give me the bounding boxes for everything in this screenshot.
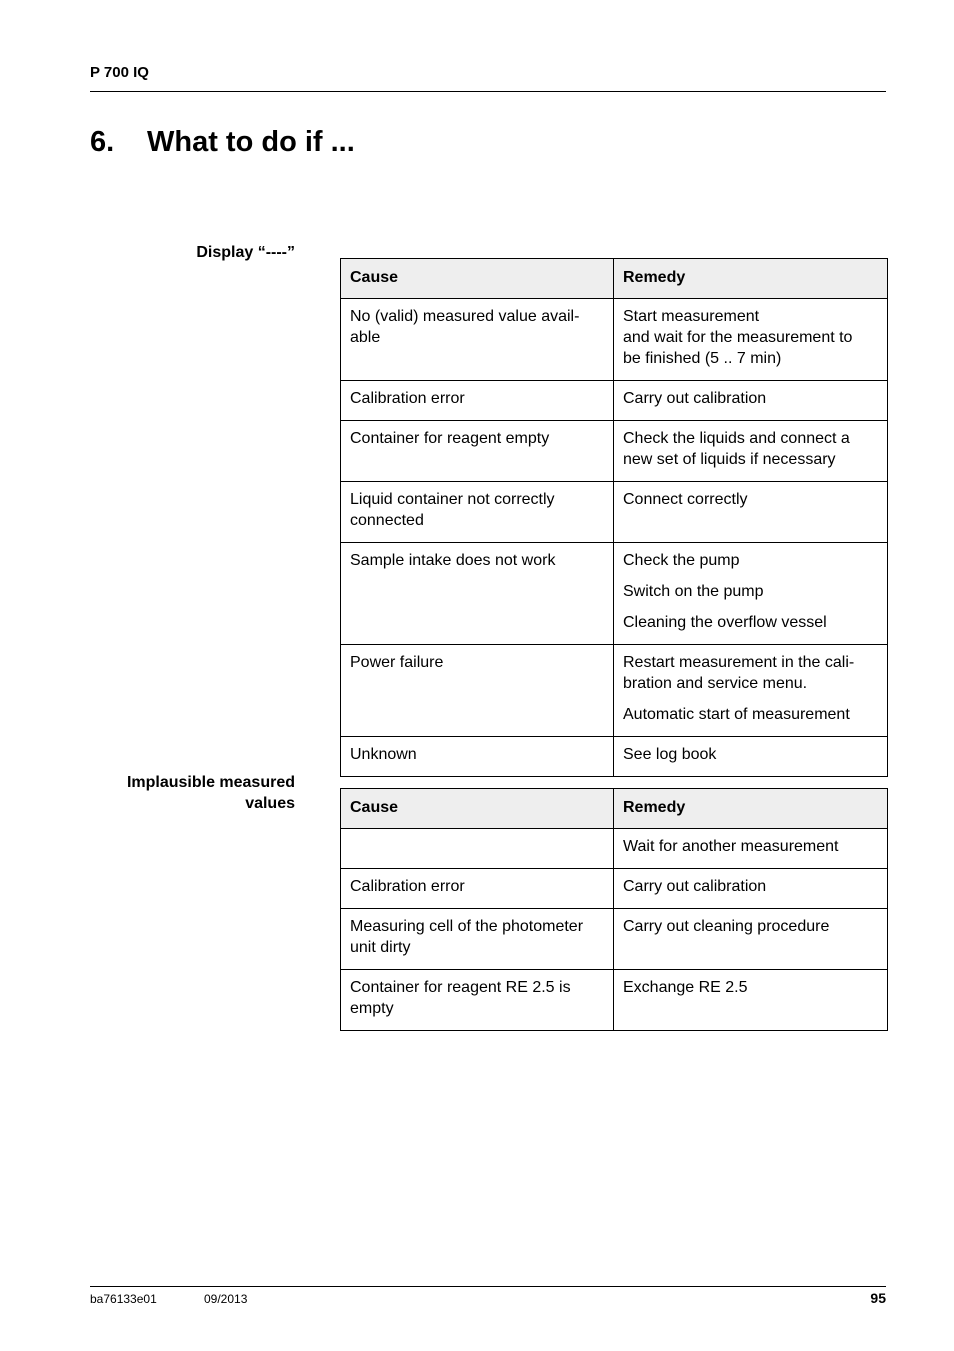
column-header-cause: Cause: [341, 789, 614, 829]
remedy-text: Restart measurement in the cali-: [623, 654, 855, 671]
remedy-cell: [614, 421, 888, 482]
cause-cell: [341, 737, 614, 777]
chapter-number: 6.: [90, 126, 115, 158]
cause-text: Measuring cell of the photometer: [350, 918, 584, 935]
remedy-text: Switch on the pump: [623, 583, 764, 600]
section-label-implausible: [60, 772, 295, 814]
table-row: [341, 645, 888, 737]
remedy-text: and wait for the measurement to: [623, 329, 853, 346]
remedy-cell: [614, 381, 888, 421]
column-header-remedy: Remedy: [614, 789, 888, 829]
column-header-remedy: Remedy: [614, 259, 888, 299]
implausible-table: [340, 788, 888, 1031]
header-title: P 700 IQ: [90, 64, 149, 81]
cause-text: Container for reagent RE 2.5 is: [350, 979, 571, 996]
cause-text: Container for reagent empty: [350, 430, 550, 447]
remedy-text: Wait for another measurement: [623, 838, 839, 855]
remedy-text: Cleaning the overflow vessel: [623, 614, 827, 631]
implausible-table-body: [341, 829, 888, 1031]
table-header-row: [341, 789, 888, 829]
remedy-text: See log book: [623, 746, 717, 763]
footer-rule: [90, 1286, 886, 1287]
cause-text: No (valid) measured value avail-: [350, 308, 580, 325]
table-row: [341, 543, 888, 645]
cause-cell: [341, 869, 614, 909]
cause-cell: [341, 645, 614, 737]
table-row: [341, 829, 888, 869]
remedy-text: Exchange RE 2.5: [623, 979, 748, 996]
remedy-text: Carry out cleaning procedure: [623, 918, 830, 935]
cause-cell: [341, 482, 614, 543]
table-row: [341, 869, 888, 909]
section-label-line: Implausible measured: [126, 774, 295, 791]
remedy-text: Carry out calibration: [623, 390, 767, 407]
remedy-text: Check the liquids and connect a: [623, 430, 850, 447]
remedy-cell: [614, 482, 888, 543]
display-table: [340, 258, 888, 777]
footer-date: 09/2013: [204, 1292, 248, 1306]
remedy-cell: [614, 970, 888, 1031]
remedy-cell: [614, 909, 888, 970]
cause-text: Liquid container not correctly: [350, 491, 555, 508]
page-number: 95: [870, 1290, 886, 1306]
remedy-cell: [614, 645, 888, 737]
display-table-body: [341, 299, 888, 777]
remedy-text: Check the pump: [623, 552, 740, 569]
remedy-text: be finished (5 .. 7 min): [623, 350, 782, 367]
remedy-text: Start measurement: [623, 308, 760, 325]
table-row: [341, 970, 888, 1031]
remedy-text: Automatic start of measurement: [623, 706, 850, 723]
cause-text: Calibration error: [350, 878, 465, 895]
cause-text: empty: [350, 1000, 394, 1017]
chapter-heading: [90, 126, 355, 159]
table-row: [341, 299, 888, 381]
cause-cell: [341, 970, 614, 1031]
cause-text: Calibration error: [350, 390, 465, 407]
cause-cell: [341, 543, 614, 645]
section-label-display: Display “----”: [196, 244, 295, 261]
column-header-cause: Cause: [341, 259, 614, 299]
cause-text: Sample intake does not work: [350, 552, 556, 569]
table-header-row: [341, 259, 888, 299]
remedy-cell: [614, 299, 888, 381]
table-row: [341, 381, 888, 421]
remedy-text: Carry out calibration: [623, 878, 767, 895]
table-row: [341, 909, 888, 970]
cause-text: Unknown: [350, 746, 417, 763]
remedy-text: bration and service menu.: [623, 675, 808, 692]
table-row: [341, 482, 888, 543]
table-row: [341, 737, 888, 777]
remedy-text: new set of liquids if necessary: [623, 451, 836, 468]
cause-cell: [341, 829, 614, 869]
remedy-cell: [614, 869, 888, 909]
cause-cell: [341, 299, 614, 381]
table-row: [341, 421, 888, 482]
cause-text: Power failure: [350, 654, 444, 671]
footer-doc-id: ba76133e01: [90, 1292, 157, 1306]
remedy-cell: [614, 543, 888, 645]
chapter-title: What to do if ...: [147, 126, 355, 158]
remedy-text: Connect correctly: [623, 491, 748, 508]
cause-text: unit dirty: [350, 939, 411, 956]
cause-text: able: [350, 329, 381, 346]
cause-cell: [341, 909, 614, 970]
cause-cell: [341, 381, 614, 421]
section-label-line: values: [245, 795, 295, 812]
remedy-cell: [614, 737, 888, 777]
cause-text: connected: [350, 512, 424, 529]
remedy-cell: [614, 829, 888, 869]
header-rule: [90, 91, 886, 92]
cause-cell: [341, 421, 614, 482]
